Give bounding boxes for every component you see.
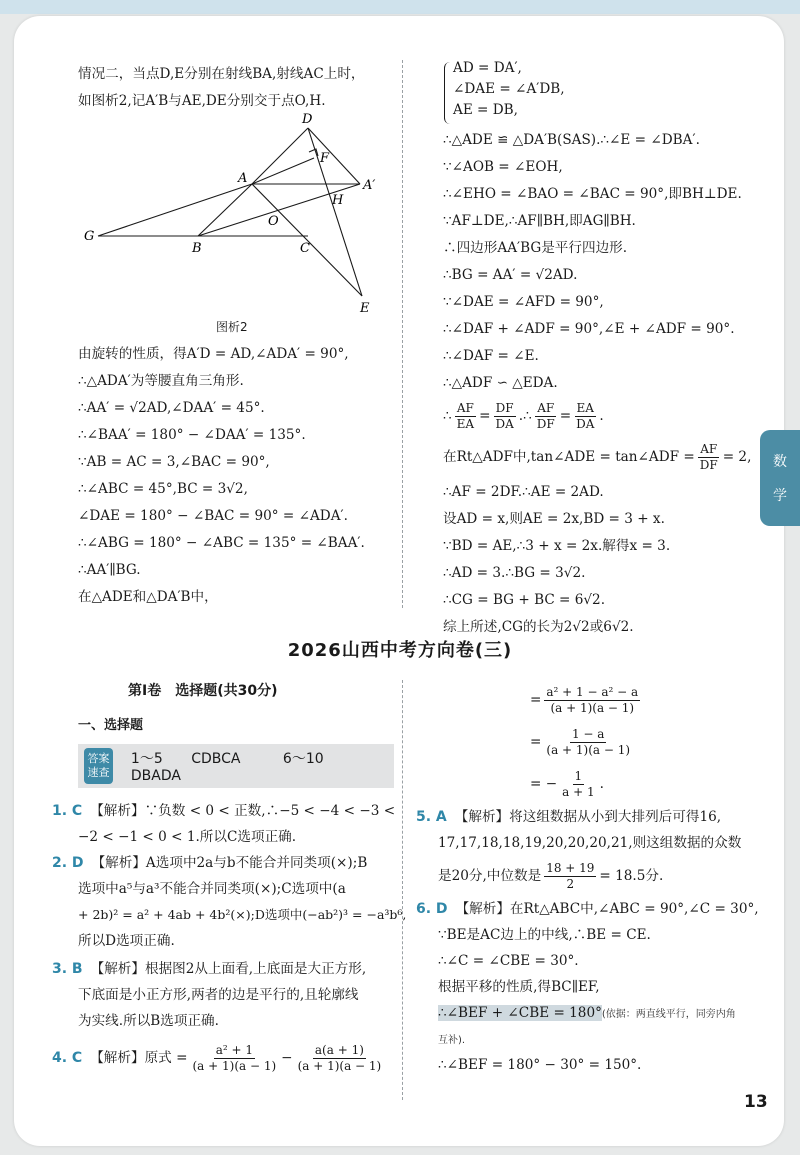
denominator: (a + 1)(a − 1)	[546, 742, 631, 757]
brace-group	[453, 58, 773, 121]
question-text: 【解析】原式 =	[90, 1050, 188, 1066]
subject-char: 数	[773, 454, 787, 470]
answer-letters: CDBCA	[191, 751, 241, 767]
proof-line: ∴△ADA′为等腰直角三角形.	[78, 372, 244, 389]
figure-svg	[80, 112, 380, 322]
numerator: 1	[574, 768, 583, 783]
question-text: 【解析】在Rt△ABC中,∠ABC = 90°,∠C = 30°,	[455, 901, 759, 917]
fraction	[698, 442, 720, 473]
subject-tab	[760, 430, 800, 526]
text-line: 如图析2,记A′B与AE,DE分别交于点O,H.	[78, 92, 326, 109]
numerator: a² + 1	[215, 1042, 253, 1057]
fraction	[544, 685, 640, 716]
column-divider-top	[402, 60, 403, 608]
proof-line: ∴∠EHO = ∠BAO = ∠BAC = 90°,即BH⊥DE.	[443, 185, 742, 202]
label-A: A	[238, 171, 248, 186]
denominator: DF	[536, 416, 555, 431]
answer-text	[131, 748, 394, 784]
fraction	[560, 769, 596, 800]
question-text: 下底面是小正方形,两者的边是平行的,且轮廓线	[78, 987, 359, 1003]
question-number: 4. C	[52, 1050, 83, 1066]
numerator: a² + 1 − a² − a	[546, 684, 639, 699]
question-text: 【解析】将这组数据从小到大排列后可得16,	[454, 809, 722, 825]
exam-title: 2026山西中考方向卷(三)	[287, 640, 513, 661]
proof-line: ∵∠DAE = ∠AFD = 90°,	[443, 293, 604, 310]
fraction	[544, 861, 596, 892]
answer-range: 1～5	[130, 751, 163, 767]
question-text: 根据平移的性质,得BC∥EF,	[438, 979, 600, 995]
denominator: (a + 1)(a − 1)	[297, 1058, 382, 1073]
question-text: 【解析】根据图2从上面看,上底面是大正方形,	[90, 961, 367, 977]
proof-line: ∴∠DAF + ∠ADF = 90°,∠E + ∠ADF = 90°.	[443, 320, 735, 337]
operator: −	[281, 1050, 293, 1066]
proof-line: ∵AF⊥DE,∴AF∥BH,即AG∥BH.	[443, 212, 636, 229]
proof-line: ∴∠DAF = ∠E.	[443, 347, 539, 364]
proof-line: 由旋转的性质，得A′D = AD,∠ADA′ = 90°,	[78, 345, 349, 362]
proof-line: 在△ADE和△DA′B中，	[78, 588, 218, 605]
proof-line: ∴△ADE ≌ △DA′B(SAS).∴∠E = ∠DBA′.	[443, 131, 700, 148]
page-number: 13	[744, 1092, 768, 1112]
proof-line: ∴四边形AA′BG是平行四边形.	[443, 239, 628, 256]
label-D: D	[302, 112, 313, 127]
badge-top: 答案	[87, 752, 110, 765]
numerator: 18 + 19	[546, 860, 595, 875]
handwritten-note: 互补).	[438, 1035, 466, 1046]
question-text: 为实线.所以B选项正确.	[78, 1013, 219, 1029]
equals: =	[530, 692, 542, 708]
denominator: (a + 1)(a − 1)	[192, 1058, 277, 1073]
question-1	[52, 798, 397, 850]
question-text: ∴∠BEF = 180° − 30° = 150°.	[438, 1057, 642, 1073]
numerator: EA	[576, 400, 594, 415]
denominator: DA	[495, 416, 514, 431]
question-text: ∵BE是AC边上的中线,∴BE = CE.	[438, 927, 651, 943]
denominator: EA	[456, 416, 475, 431]
denominator: (a + 1)(a − 1)	[550, 700, 635, 715]
brace-line: AE = DB,	[453, 102, 518, 118]
proof-line: ∴∠ABC = 45°,BC = 3√2,	[78, 480, 248, 497]
proof-line: 设AD = x,则AE = 2x,BD = 3 + x.	[443, 510, 665, 527]
highlighted-text: ∴∠BEF + ∠CBE = 180°	[438, 1005, 602, 1021]
denominator: DA	[576, 416, 595, 431]
proof-line: ∴AA′ = √2AD,∠DAA′ = 45°.	[78, 399, 265, 416]
badge-bottom: 速查	[87, 766, 110, 779]
proof-line: ∠DAE = 180° − ∠BAC = 90° = ∠ADA′.	[78, 507, 348, 524]
label-H: H	[332, 193, 344, 208]
part-title: 一、选择题	[78, 718, 144, 733]
question-number: 2. D	[52, 855, 84, 871]
denominator: 2	[566, 876, 575, 891]
question-text: + 2b)² = a² + 4ab + 4b²(×);D选项中(−ab²)³ = −a³b⁶,	[78, 907, 407, 922]
proof-line: ∵AB = AC = 3,∠BAC = 90°,	[78, 453, 270, 470]
question-6	[416, 896, 761, 1078]
label-A-prime: A′	[363, 178, 376, 193]
text-line: 情况二，当点D,E分别在射线BA,射线AC上时，	[78, 65, 365, 82]
answer-badge	[84, 748, 113, 784]
question-3	[52, 956, 397, 1034]
denominator: DF	[699, 457, 718, 472]
proof-line: ∴△ADF ∽ △EDA.	[443, 374, 558, 391]
proof-line: ∴BG = AA′ = √2AD.	[443, 266, 578, 283]
question-number: 3. B	[52, 961, 83, 977]
suffix: .	[599, 776, 604, 792]
question-4-continued	[530, 680, 760, 804]
fraction	[296, 1043, 384, 1074]
question-text	[416, 856, 761, 896]
subject-char: 学	[773, 488, 787, 504]
equals: =	[559, 408, 572, 424]
proof-line: ∵BD = AE,∴3 + x = 2x.解得x = 3.	[443, 537, 671, 554]
question-text: 【解析】A选项中2a与b不能合并同类项(×);B	[91, 855, 368, 871]
proof-line: ∵∠AOB = ∠EOH,	[443, 158, 563, 175]
left-proof	[78, 340, 378, 610]
question-text: 所以D选项正确.	[78, 933, 175, 949]
text: 是20分,中位数是	[438, 868, 542, 884]
question-number: 6. D	[416, 901, 448, 917]
numerator: 1 − a	[571, 726, 605, 741]
question-number: 1. C	[52, 803, 83, 819]
left-top-column	[78, 60, 378, 114]
tan-suffix: = 2,	[722, 449, 752, 465]
ratio-end: .	[599, 408, 604, 424]
numerator: a(a + 1)	[314, 1042, 364, 1057]
step-2	[530, 720, 760, 764]
handwritten-note: (依据：两直线平行，同旁内角	[601, 1009, 736, 1020]
brace	[444, 62, 450, 124]
proof-line: ∴∠ABG = 180° − ∠ABC = 135° = ∠BAA′.	[78, 534, 365, 551]
geometry-figure	[80, 112, 380, 322]
answer-range: 6～10	[282, 751, 324, 767]
fraction	[544, 727, 632, 758]
label-F: F	[320, 151, 330, 166]
numerator: AF	[537, 400, 555, 415]
question-2	[52, 850, 407, 954]
equals: =	[530, 734, 542, 750]
tan-prefix: 在Rt△ADF中,tan∠ADE = tan∠ADF =	[443, 449, 695, 465]
numerator: AF	[456, 400, 474, 415]
numerator: AF	[700, 441, 718, 456]
proof-line: ∴AD = 3.∴BG = 3√2.	[443, 564, 586, 581]
numerator: DF	[495, 400, 514, 415]
fraction	[535, 401, 557, 432]
fraction	[191, 1043, 279, 1074]
step-1	[530, 680, 760, 720]
ratio-mid: .∴	[518, 408, 532, 424]
denominator: a + 1	[562, 784, 595, 799]
question-4	[52, 1038, 397, 1078]
question-number: 5. A	[416, 809, 447, 825]
answer-quick-check-bar	[78, 744, 394, 788]
question-text	[416, 1000, 761, 1026]
text: = 18.5分.	[599, 868, 664, 884]
prefix: = −	[530, 776, 558, 792]
label-O: O	[268, 214, 279, 229]
answer-letters: DBADA	[130, 768, 181, 784]
right-proof	[443, 126, 763, 640]
step-3	[530, 764, 760, 804]
brace-line: AD = DA′,	[453, 60, 522, 76]
proof-line: ∴AA′∥BG.	[78, 561, 141, 578]
fraction	[574, 401, 596, 432]
label-C: C	[300, 241, 310, 256]
question-text: 选项中a⁵与a³不能合并同类项(×);C选项中(a	[78, 881, 346, 897]
top-band	[0, 0, 800, 14]
tan-line	[443, 436, 763, 478]
label-G: G	[84, 229, 95, 244]
question-text	[416, 1026, 761, 1052]
equals: =	[479, 408, 491, 424]
fraction	[455, 401, 476, 432]
figure-caption: 图析2	[216, 320, 248, 334]
section-title: 第Ⅰ卷 选择题(共30分)	[128, 683, 278, 699]
label-B: B	[192, 241, 202, 256]
question-text: 17,17,18,18,19,20,20,20,21,则这组数据的众数	[438, 835, 742, 851]
ratio-line	[443, 396, 763, 436]
question-text: ∴∠C = ∠CBE = 30°.	[438, 953, 579, 969]
label-E: E	[360, 301, 370, 316]
question-5	[416, 804, 761, 896]
proof-line: 综上所述,CG的长为2√2或6√2.	[443, 618, 634, 635]
proof-line: ∴∠BAA′ = 180° − ∠DAA′ = 135°.	[78, 426, 306, 443]
question-text: −2 < −1 < 0 < 1.所以C选项正确.	[78, 829, 297, 845]
proof-line: ∴AF = 2DF.∴AE = 2AD.	[443, 483, 604, 500]
column-divider-bottom	[402, 680, 403, 1100]
question-text: 【解析】∵负数 < 0 < 正数,∴−5 < −4 < −3 <	[90, 803, 396, 819]
brace-line: ∠DAE = ∠A′DB,	[453, 81, 565, 97]
ratio-prefix: ∴	[443, 408, 452, 424]
fraction	[493, 401, 515, 432]
proof-line: ∴CG = BG + BC = 6√2.	[443, 591, 606, 608]
